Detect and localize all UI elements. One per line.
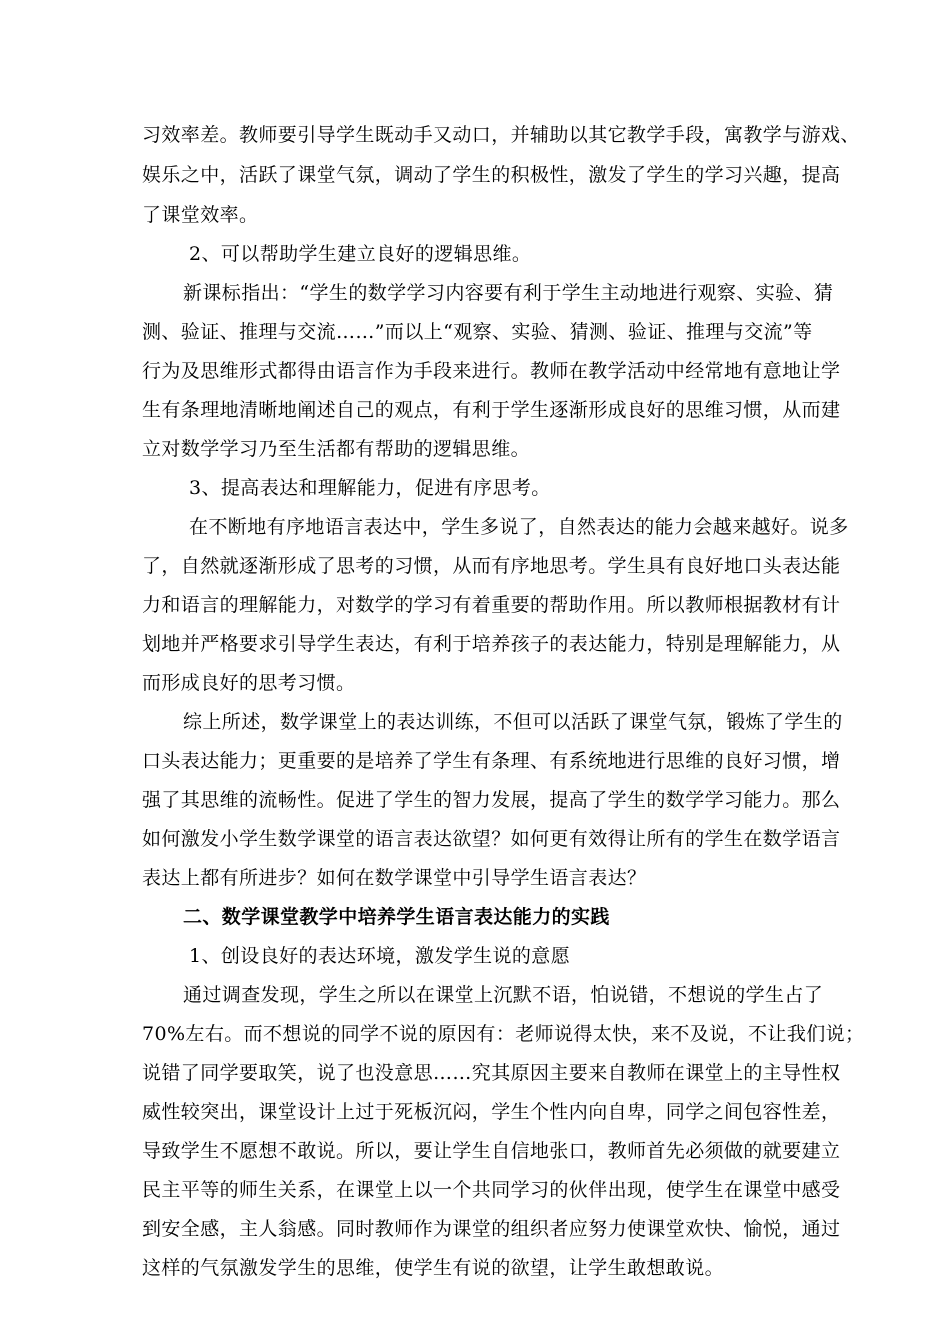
text-line: 而形成良好的思考习惯。 <box>142 672 356 694</box>
section-heading: 2、可以帮助学生建立良好的逻辑思维。 <box>189 243 532 265</box>
text-line: 到安全感，主人翁感。同时教师作为课堂的组织者应努力使课堂欢快、愉悦，通过 <box>142 1218 841 1240</box>
text-line: 这样的气氛激发学生的思维，使学生有说的欲望，让学生敢想敢说。 <box>142 1257 725 1279</box>
chapter-heading: 二、数学课堂教学中培养学生语言表达能力的实践 <box>183 906 610 928</box>
text-line: 习效率差。教师要引导学生既动手又动口，并辅助以其它教学手段，寓教学与游戏、 <box>142 124 860 146</box>
text-line: 新课标指出：“学生的数学学习内容要有利于学生主动地进行观察、实验、猜 <box>183 282 834 304</box>
text-line: 划地并严格要求引导学生表达，有利于培养孩子的表达能力，特别是理解能力，从 <box>142 633 841 655</box>
text-line: 力和语言的理解能力，对数学的学习有着重要的帮助作用。所以教师根据教材有计 <box>142 594 841 616</box>
text-line: 表达上都有所进步？如何在数学课堂中引导学生语言表达？ <box>142 867 647 889</box>
text-line: 测、验证、推理与交流……”而以上“观察、实验、猜测、验证、推理与交流”等 <box>142 321 813 343</box>
text-line: 说错了同学要取笑，说了也没意思……究其原因主要来自教师在课堂上的主导性权 <box>142 1062 841 1084</box>
text-line: 口头表达能力；更重要的是培养了学生有条理、有系统地进行思维的良好习惯，增 <box>142 750 841 772</box>
text-line: 民主平等的师生关系，在课堂上以一个共同学习的伙伴出现，使学生在课堂中感受 <box>142 1179 841 1201</box>
text-line: 在不断地有序地语言表达中，学生多说了，自然表达的能力会越来越好。说多 <box>189 516 849 538</box>
section-heading: 1、创设良好的表达环境，激发学生说的意愿 <box>189 945 571 967</box>
text-line: 娱乐之中，活跃了课堂气氛，调动了学生的积极性，激发了学生的学习兴趣，提高 <box>142 164 841 186</box>
text-line: 生有条理地清晰地阐述自己的观点，有利于学生逐渐形成良好的思维习惯，从而建 <box>142 399 841 421</box>
text-line: 行为及思维形式都得由语言作为手段来进行。教师在教学活动中经常地有意地让学 <box>142 360 841 382</box>
text-line: 了课堂效率。 <box>142 204 259 226</box>
section-heading: 3、提高表达和理解能力，促进有序思考。 <box>189 477 551 499</box>
text-line: 威性较突出，课堂设计上过于死板沉闷，学生个性内向自卑，同学之间包容性差， <box>142 1101 841 1123</box>
text-line: 如何激发小学生数学课堂的语言表达欲望？如何更有效得让所有的学生在数学语言 <box>142 828 841 850</box>
text-line: 了，自然就逐渐形成了思考的习惯，从而有序地思考。学生具有良好地口头表达能 <box>142 555 841 577</box>
text-line: 强了其思维的流畅性。促进了学生的智力发展，提高了学生的数学学习能力。那么 <box>142 789 841 811</box>
text-line: 70%左右。而不想说的同学不说的原因有：老师说得太快，来不及说，不让我们说； <box>142 1023 865 1045</box>
text-line: 导致学生不愿想不敢说。所以，要让学生自信地张口，教师首先必须做的就要建立 <box>142 1140 841 1162</box>
text-line: 综上所述，数学课堂上的表达训练，不但可以活跃了课堂气氛，锻炼了学生的 <box>183 711 843 733</box>
text-line: 立对数学学习乃至生活都有帮助的逻辑思维。 <box>142 438 531 460</box>
text-line: 通过调查发现，学生之所以在课堂上沉默不语，怕说错，不想说的学生占了 <box>183 984 824 1006</box>
